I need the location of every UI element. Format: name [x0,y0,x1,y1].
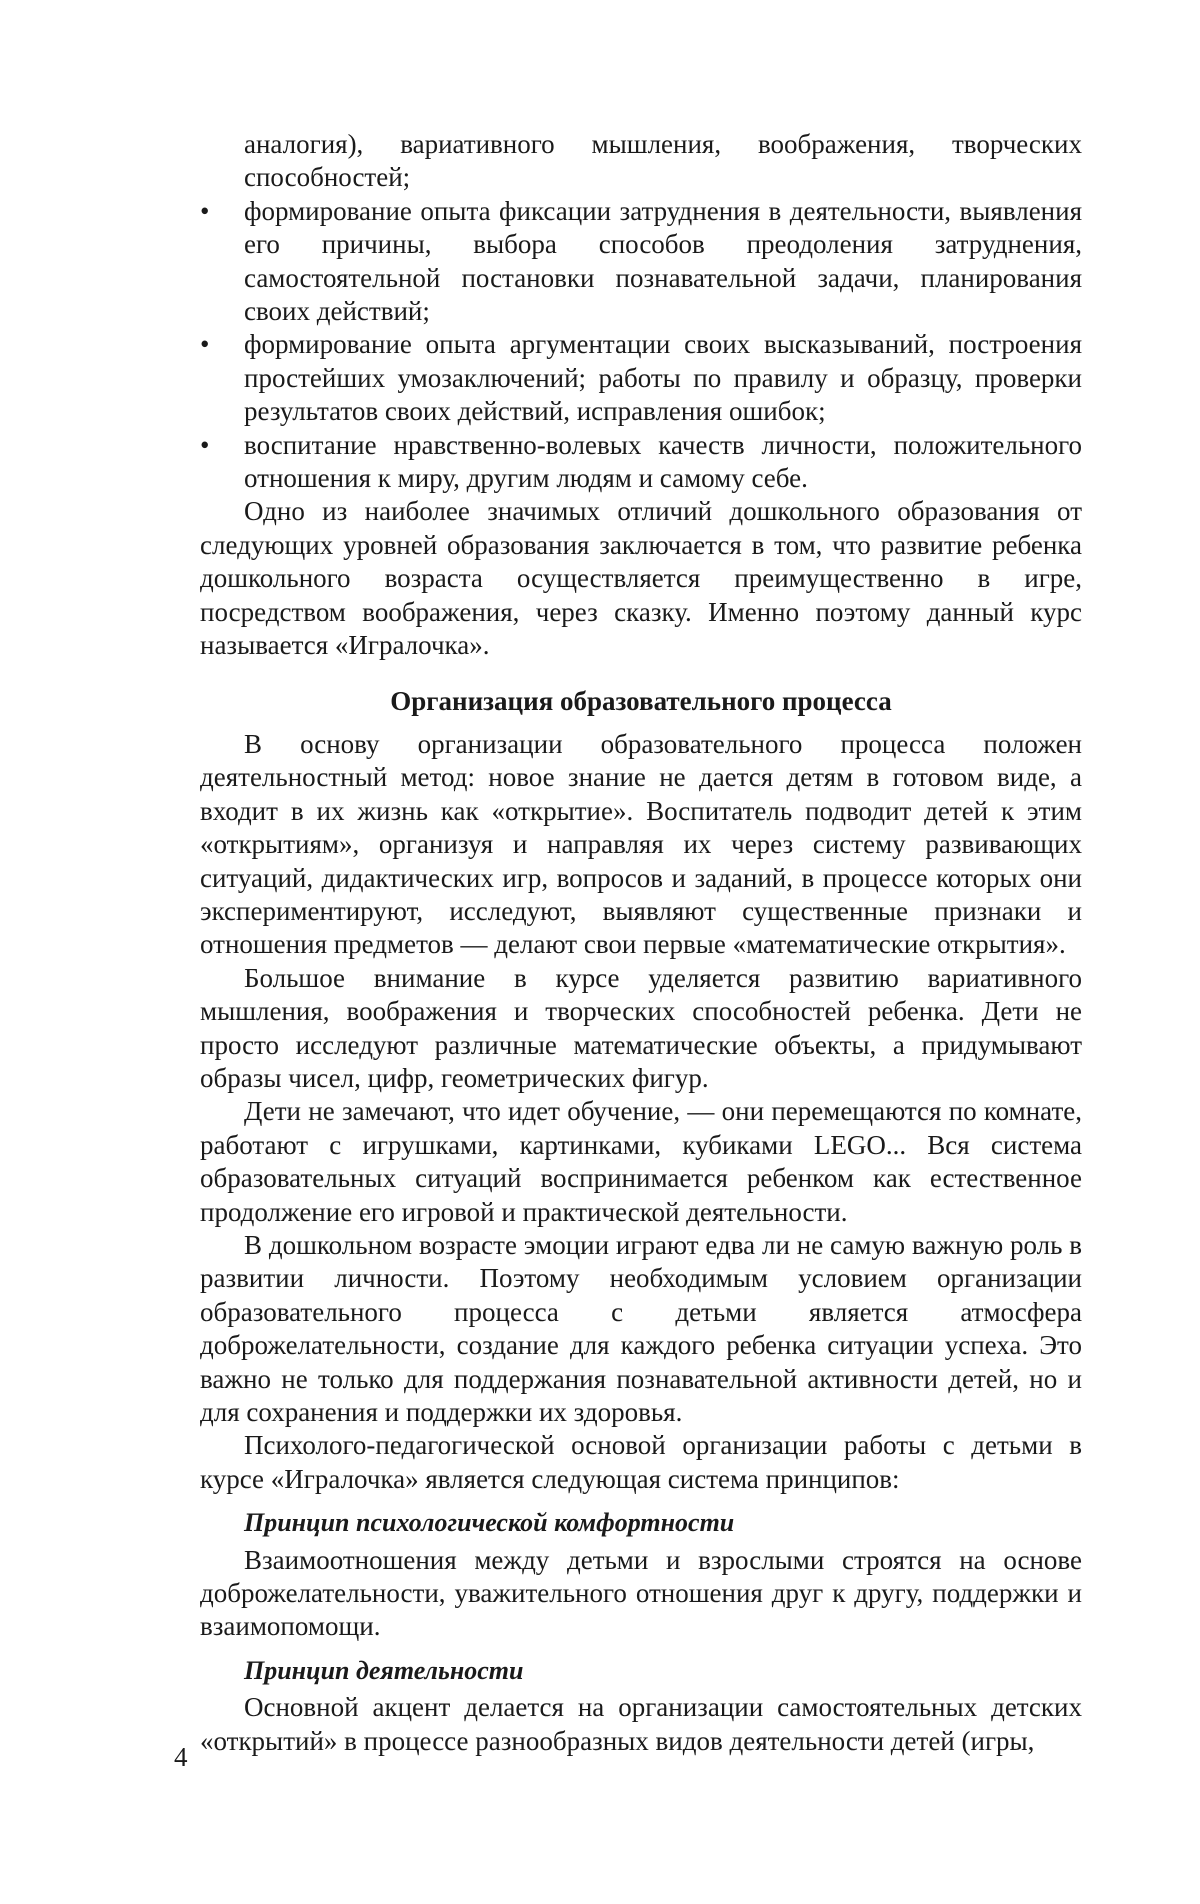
principle-heading: Принцип деятельности [244,1655,524,1685]
list-item-text: аналогия), вариативного мышления, воображения, творческих способностей; [244,129,1082,193]
list-item-text: формирование опыта аргументации своих высказываний, построения простейших умозаключений; работы по правилу и образцу, проверки результатов своих действий, исправления ошибок; [244,329,1082,427]
goals-list [200,128,1082,495]
bullet-icon: • [200,329,210,360]
principle-heading: Принцип психологической комфортности [244,1508,735,1538]
list-item-text: формирование опыта фиксации затруднения в деятельности, выявления его причины, выбора способов преодоления затруднения, самостоятельной постановки познавательной задачи, планирования своих действий; [244,195,1082,327]
list-item-text: воспитание нравственно-волевых качеств личности, положительного отношения к миру, другим людям и самому себе. [244,429,1082,494]
body-paragraph: В основу организации образовательного процесса положен деятельностный метод: новое знание не дается детям в готовом виде, а входит в их жизнь как «открытие». Воспитатель подводит детей к этим «открытиям», организуя и направляя их через систему развивающих ситуаций, дидактических игр, вопросов и заданий, в процессе которых они экспериментируют, исследуют, выявляют существенные признаки и отношения предметов — делают свои первые «математические открытия». [200,728,1082,960]
body-paragraph: Дети не замечают, что идет обучение, — они перемещаются по комнате, работают с игрушками, картинками, кубиками LEGO... Вся система образовательных ситуаций воспринимается ребенком как естественное продолжение его игровой и практической деятельности. [200,1096,1082,1227]
body-paragraph: Большое внимание в курсе уделяется развитию вариативного мышления, воображения и творческих способностей ребенка. Дети не просто исследуют различные математические объекты, а придумывают образы чисел, цифр, геометрических фигур. [200,962,1082,1093]
bullet-icon: • [200,429,210,460]
page-number: 4 [174,1742,188,1772]
list-item [200,328,1082,428]
list-item [200,128,1082,195]
principle-paragraph: Взаимоотношения между детьми и взрослыми строятся на основе доброжелательности, уважительного отношения друг к другу, поддержки и взаимопомощи. [200,1544,1082,1642]
bullet-icon: • [200,195,210,226]
body-paragraph: Психолого-педагогической основой организации работы с детьми в курсе «Игралочка» является следующая система принципов: [200,1430,1082,1494]
body-paragraph: В дошкольном возрасте эмоции играют едва ли не самую важную роль в развитии личности. Поэтому необходимым условием организации образовательного процесса с детьми является атмосфера доброжелательности, создание для каждого ребенка ситуации успеха. Это важно не только для поддержания познавательной активности детей, но и для сохранения и поддержки их здоровья. [200,1230,1082,1428]
list-item [200,195,1082,329]
intro-paragraph: Одно из наиболее значимых отличий дошкольного образования от следующих уровней образования заключается в том, что развитие ребенка дошкольного возраста осуществляется преимущественно в игре, посредством воображения, через сказку. Именно поэтому данный курс называется «Игралочка». [200,496,1082,661]
section-heading: Организация образовательного процесса [390,685,892,716]
principle-paragraph: Основной акцент делается на организации самостоятельных детских «открытий» в процессе разнообразных видов деятельности детей (игры, [200,1692,1082,1756]
list-item [200,429,1082,496]
page-content [200,128,1082,1758]
